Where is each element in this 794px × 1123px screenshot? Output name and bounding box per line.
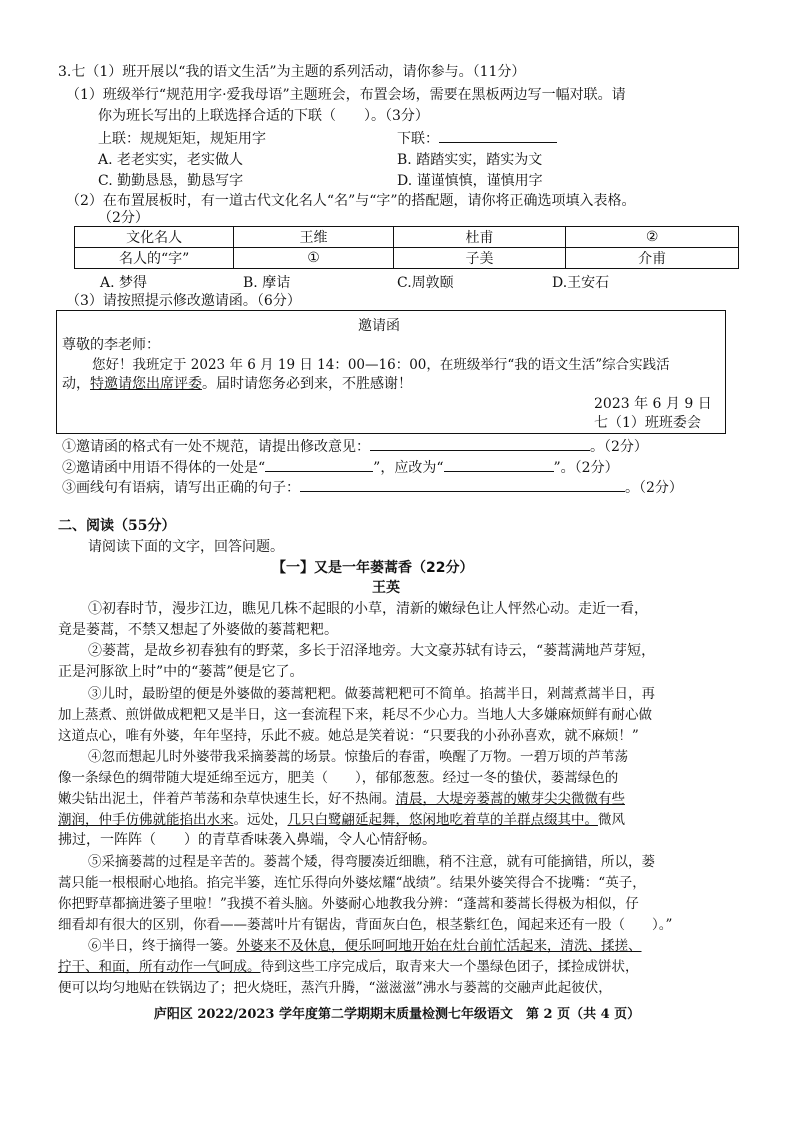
article-line: 拂过，一阵阵（ ）的青草香味袭入鼻端，令人心情舒畅。 [58,832,436,848]
table-row [75,227,739,248]
article-line: 像一条绿色的绸带随大堤延绵至远方，肥美（ ），郁郁葱葱。经过一冬的蛰伏，蒌蒿绿色的 [58,770,619,786]
subquestion-text: ①邀请函的格式有一处不规范，请提出修改意见： [62,439,370,455]
underlined-sentence: 清晨，大堤旁蒌蒿的嫩芽尖尖微微有些 [395,791,625,807]
article-text: 嫩尖钻出泥土，伴着芦苇荡和杂草快速生长，好不热闹。 [58,791,396,807]
article-line: ①初春时节，漫步江边，瞧见几株不起眼的小草，清新的嫩绿色让人怦然心动。走近一看， [88,601,648,617]
table-cell[interactable]: ① [234,248,393,269]
article-line: 这道点心，唯有外婆，年年坚持，乐此不疲。她总是笑着说：“只要我的小孙孙喜欢，就不麻烦！” [58,728,639,744]
article-author: 王英 [372,580,400,596]
table-cell: 子美 [393,248,566,269]
q3-part1-line2: 你为班长写出的上联选择合适的下联（ ）。（3分） [98,108,429,124]
subquestion-text: ②邀请函中用语不得体的一处是“ [62,460,266,476]
option-d: D. 谨谨慎慎，谨慎用字 [397,173,543,189]
table-option-b: B. 摩诘 [243,275,291,291]
article-line: 细看却有很大的区别，你看——蒌蒿叶片有锯齿，背面灰白色，根茎紫红色，闻起来还有一股（ ）。” [58,917,673,933]
option-c: C. 勤勤恳恳，勤恳写字 [98,173,244,189]
answer-blank[interactable] [265,457,373,472]
subquestion-2 [62,457,619,477]
underlined-sentence: 拧干、和面，所有动作一气呵成。 [58,959,261,975]
table-cell: ② [566,227,739,248]
q3-part2-line1: （2）在布置展板时，有一道古代文化名人“名”与“字”的搭配题，请你将正确选项填入表格。 [66,193,636,209]
xialian [397,128,557,148]
invitation-sender: 七（1）班班委会 [594,415,701,431]
article-line: 竟是蒌蒿，不禁又想起了外婆做的蒌蒿粑粑。 [58,622,338,638]
answer-blank[interactable] [444,457,554,472]
invitation-body-line1: 您好！我班定于 2023 年 6 月 19 日 14：00—16：00，在班级举行“我的语文生活”综合实践活 [92,357,670,373]
article-line: ②蒌蒿，是故乡初春独有的野菜，多长于沼泽地旁。大文豪苏轼有诗云，“蒌蒿满地芦芽短， [88,643,656,659]
article-line [58,787,625,807]
subquestion-points: ”。（2分） [553,460,619,476]
option-b: B. 踏踏实实，踏实为文 [397,152,543,168]
article-line [88,934,642,954]
subquestion-points: 。（2分） [590,439,648,455]
subquestion-1 [62,436,648,456]
q3-header: 3.七（1）班开展以“我的语文生活”为主题的系列活动，请你参与。（11分） [58,64,526,80]
article-line: 正是河豚欲上时”中的“蒌蒿”便是它了。 [58,664,304,680]
section-instruction: 请阅读下面的文字，回答问题。 [88,539,284,555]
table-option-a: A. 梦得 [100,275,148,291]
article-text: 待到这些工序完成后，取青来大一个墨绿色团子，揉捡成饼状， [260,959,639,975]
underlined-sentence: 潮润，仲手仿佛就能掐出水来 [58,812,234,828]
subquestion-points: 。（2分） [625,480,683,496]
page-footer: 庐阳区 2022/2023 学年度第二学期期末质量检测七年级语文 第 2 页（共 4 页） [153,1007,641,1022]
invitation-body-line2 [62,373,412,393]
subquestion-text: ”，应改为“ [373,460,444,476]
article-text: 。远处， [233,812,288,828]
table-cell: 名人的“字” [75,248,234,269]
table-option-c: C.周敦颐 [397,275,454,291]
table-cell: 王维 [234,227,393,248]
article-line: 便可以均匀地贴在铁锅边了；把火烧旺，蒸汽升腾，“滋滋滋”沸水与蒌蒿的交融声此起彼伏， [58,980,612,996]
underlined-sentence: 外婆来不及休息，便乐呵呵地开始在灶台前忙活起来，清洗、揉搓、 [236,938,642,954]
invitation-date: 2023 年 6 月 9 日 [594,396,712,412]
table-row [75,248,739,269]
article-line: 蒿只能一根根耐心地掐。掐完半篓，连忙乐得向外婆炫耀“战绩”。结果外婆笑得合不拢嘴：“英子， [58,875,646,891]
invitation-body-text: 。届时请您务必到来，不胜感谢！ [202,376,412,392]
subquestion-3 [62,477,683,497]
table-cell: 介甫 [566,248,739,269]
article-text: 微风 [598,812,625,828]
invitation-title: 邀请函 [358,318,400,334]
section-header: 二、阅读（55分） [58,518,176,534]
answer-blank[interactable] [300,477,625,492]
invitation-salutation: 尊敬的李老师： [62,337,160,353]
q3-part1-line1: （1）班级举行“规范用字·爱我母语”主题班会，布置会场，需要在黑板两边写一幅对联。请 [66,87,626,103]
article-line: ⑤采摘蒌蒿的过程是辛苦的。蒌蒿个矮，得弯腰凑近细瞧，稍不注意，就有可能摘错，所以，蒌 [88,854,655,870]
underlined-sentence: 特邀请您出席评委 [90,376,202,392]
shanglian: 上联：规规矩矩，规矩用字 [98,131,266,147]
article-line: 加上蒸煮、煎饼做成粑粑又是半日，这一套流程下来，耗尽不少心力。当地人大多嫌麻烦鲜有耐心做 [58,707,652,723]
q3-part3-line: （3）请按照提示修改邀请函。（6分） [66,293,301,309]
xialian-label: 下联： [397,131,439,147]
xialian-blank[interactable] [439,128,557,143]
table-cell: 杜甫 [393,227,566,248]
article-line: ④忽而想起儿时外婆带我采摘蒌蒿的场景。惊蛰后的春雷，唤醒了万物。一碧万顷的芦苇荡 [88,749,628,765]
table-option-d: D.王安石 [552,275,610,291]
article-title: 【一】又是一年蒌蒿香（22分） [272,560,474,576]
article-line: 你把野草都摘进篓子里啦！”我摸不着头脑。外婆耐心地教我分辨：“蓬蒿和蒌蒿长得极为相似，仔 [58,896,639,912]
article-line: ③儿时，最盼望的便是外婆做的蒌蒿粑粑。做蒌蒿粑粑可不简单。掐蒿半日，剁蒿煮蒿半日，再 [88,686,655,702]
article-text: ⑥半日，终于摘得一篓。 [88,938,237,954]
answer-blank[interactable] [370,436,590,451]
q3-part2-line2: （2分） [98,210,149,226]
table-cell: 文化名人 [75,227,234,248]
invitation-body-text: 动， [62,376,90,392]
name-table [74,226,739,269]
article-line [58,955,639,975]
option-a: A. 老老实实，老实做人 [98,152,244,168]
underlined-sentence: 几只白鹭翩延起舞，悠闲地吃着草的羊群点缀其中。 [287,812,598,828]
subquestion-text: ③画线句有语病，请写出正确的句子： [62,480,300,496]
article-line [58,808,625,828]
